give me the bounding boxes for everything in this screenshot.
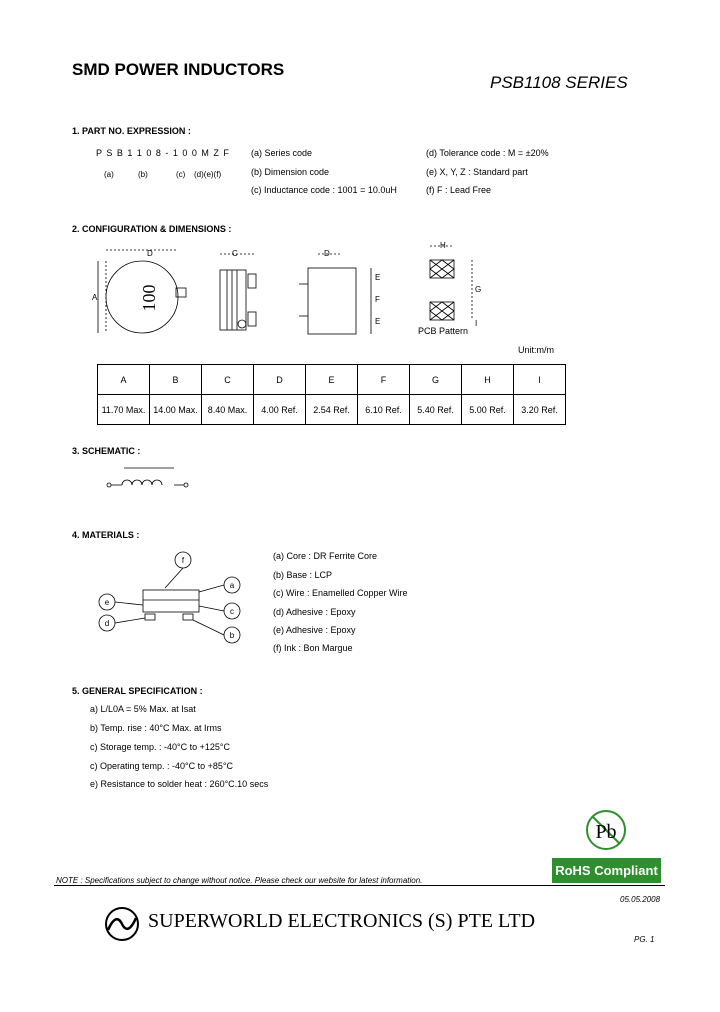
callout-e: e (104, 598, 110, 607)
callout-c: c (230, 607, 234, 616)
company-logo-icon (104, 906, 140, 942)
dim-label-d: D (147, 249, 153, 258)
company-name: SUPERWORLD ELECTRONICS (S) PTE LTD (148, 910, 536, 932)
dimension-drawings (90, 240, 570, 345)
callout-a: a (229, 581, 235, 590)
marking-text: 100 (139, 284, 159, 312)
footer-note: NOTE : Specifications subject to change without notice. Please check our website for latest information. (56, 876, 423, 885)
dim-label-h: H (440, 241, 446, 250)
table-row (98, 395, 566, 425)
spec-item: c) Storage temp. : -40°C to +125°C (90, 742, 231, 752)
rohs-badge: RoHS Compliant (552, 858, 661, 883)
pb-text: Pb (595, 821, 617, 843)
dim-label-a: A (92, 293, 98, 302)
table-header: G (410, 365, 462, 395)
material-item: (b) Base : LCP (273, 570, 333, 580)
part-letter: (c) (176, 170, 186, 179)
document-title: SMD POWER INDUCTORS (72, 60, 285, 79)
table-header: I (514, 365, 566, 395)
spec-item: e) Resistance to solder heat : 260°C.10 secs (90, 779, 269, 789)
table-header: C (202, 365, 254, 395)
part-letter: (d)(e)(f) (194, 170, 222, 179)
part-desc: (f) F : Lead Free (426, 185, 492, 195)
dim-label-e: E (375, 273, 381, 282)
material-item: (a) Core : DR Ferrite Core (273, 551, 378, 561)
table-cell: 5.40 Ref. (410, 395, 462, 425)
unit-label: Unit:m/m (518, 345, 554, 355)
part-desc: (e) X, Y, Z : Standard part (426, 167, 528, 177)
footer-divider (54, 885, 665, 886)
dim-label-i: I (475, 319, 478, 328)
table-header-row (98, 365, 566, 395)
footer-date: 05.05.2008 (620, 895, 661, 904)
callout-d: d (104, 619, 110, 628)
spec-heading: 5. GENERAL SPECIFICATION : (72, 686, 203, 696)
pb-free-icon (584, 808, 628, 852)
dim-label-f: F (375, 295, 380, 304)
table-header: B (150, 365, 202, 395)
spec-item: c) Operating temp. : -40°C to +85°C (90, 761, 234, 771)
part-desc: (c) Inductance code : 1001 = 10.0uH (251, 185, 397, 195)
table-cell: 11.70 Max. (98, 395, 150, 425)
part-desc: (a) Series code (251, 148, 313, 158)
schematic-heading: 3. SCHEMATIC : (72, 446, 141, 456)
schematic-coil-symbol (100, 465, 200, 495)
table-header: F (358, 365, 410, 395)
series-name: PSB1108 SERIES (490, 73, 628, 92)
dim-label-d-bottom: D (324, 249, 330, 258)
table-cell: 3.20 Ref. (514, 395, 566, 425)
spec-item: a) L/L0A = 5% Max. at Isat (90, 704, 196, 714)
part-desc: (b) Dimension code (251, 167, 330, 177)
table-cell: 4.00 Ref. (254, 395, 306, 425)
material-item: (c) Wire : Enamelled Copper Wire (273, 588, 408, 598)
table-cell: 8.40 Max. (202, 395, 254, 425)
material-item: (d) Adhesive : Epoxy (273, 607, 356, 617)
table-header: H (462, 365, 514, 395)
pcb-pattern-label: PCB Pattern (418, 326, 469, 336)
dim-label-e2: E (375, 317, 381, 326)
page-number: PG. 1 (634, 935, 655, 944)
materials-diagram (95, 548, 245, 648)
dim-label-c: C (232, 249, 238, 258)
part-letter: (b) (138, 170, 148, 179)
callout-f: f (181, 556, 185, 565)
table-header: A (98, 365, 150, 395)
table-cell: 6.10 Ref. (358, 395, 410, 425)
table-header: D (254, 365, 306, 395)
table-header: E (306, 365, 358, 395)
material-item: (f) Ink : Bon Margue (273, 643, 353, 653)
config-heading: 2. CONFIGURATION & DIMENSIONS : (72, 224, 232, 234)
table-cell: 14.00 Max. (150, 395, 202, 425)
dim-label-g: G (475, 285, 482, 294)
table-cell: 2.54 Ref. (306, 395, 358, 425)
part-letter: (a) (104, 170, 114, 179)
part-code: P S B 1 1 0 8 - 1 0 0 M Z F (96, 148, 230, 158)
part-no-heading: 1. PART NO. EXPRESSION : (72, 126, 191, 136)
callout-b: b (229, 631, 235, 640)
dimension-table (97, 364, 566, 425)
part-desc: (d) Tolerance code : M = ±20% (426, 148, 549, 158)
materials-heading: 4. MATERIALS : (72, 530, 140, 540)
table-cell: 5.00 Ref. (462, 395, 514, 425)
spec-item: b) Temp. rise : 40°C Max. at Irms (90, 723, 222, 733)
material-item: (e) Adhesive : Epoxy (273, 625, 356, 635)
